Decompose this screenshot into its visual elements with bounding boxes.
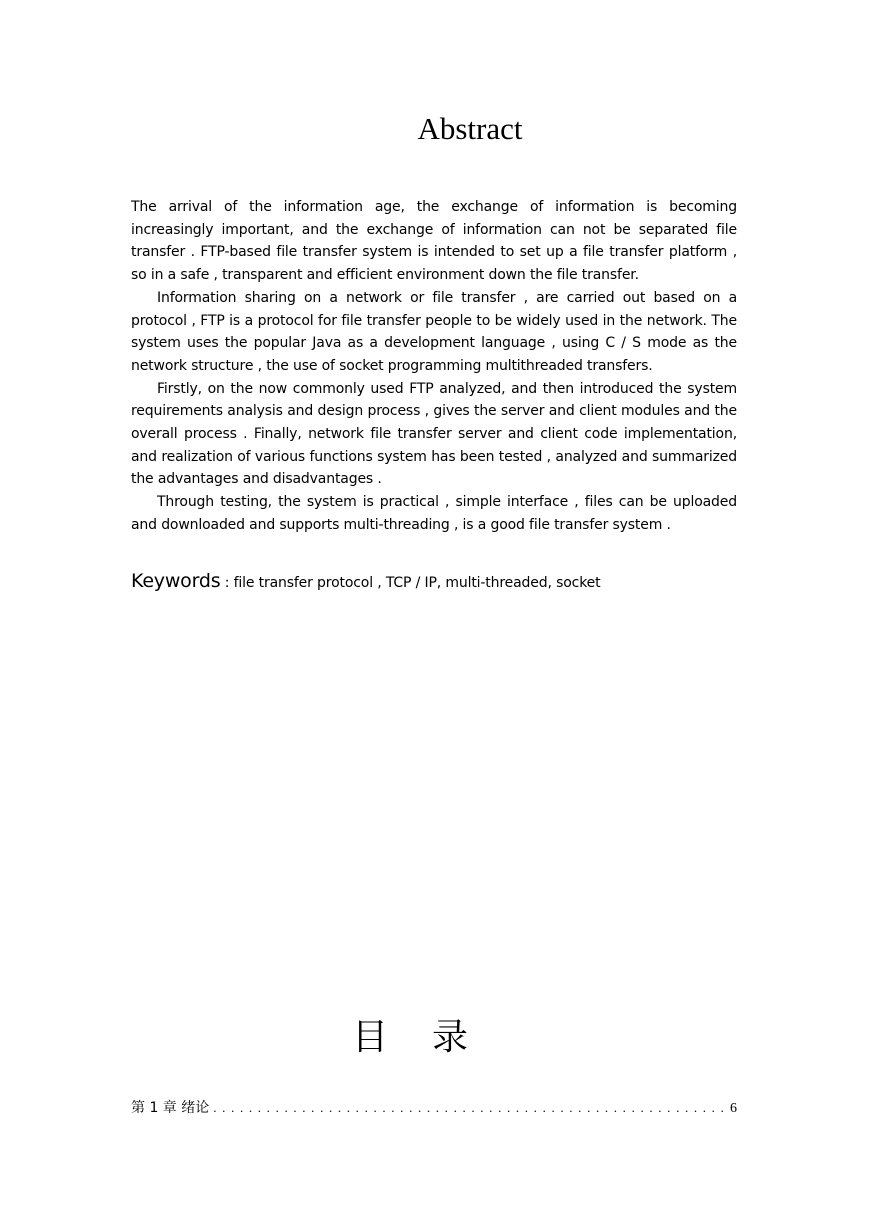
keywords-text: : file transfer protocol , TCP / IP, multi-threaded, socket [220, 575, 601, 591]
abstract-paragraph: Information sharing on a network or file transfer , are carried out based on a protocol , FTP is a protocol for file transfer people to be widely used in the network. The system uses the popular Java as a development language , using C / S mode as the network structure , the use of socket programming multithreaded transfers. [131, 289, 737, 374]
keywords-label: Keywords [131, 570, 221, 592]
abstract-body [131, 196, 737, 537]
toc-entry-label: 第 1 章 绪论 [131, 1100, 210, 1116]
toc-title: 目录 [352, 1017, 513, 1058]
keywords-line [131, 570, 737, 592]
toc-dot-leader [213, 1100, 724, 1116]
toc-entry-page: 6 [730, 1101, 737, 1116]
abstract-paragraph: Through testing, the system is practical , simple interface , files can be uploaded and downloaded and supports multi-threading , is a good file transfer system . [131, 494, 737, 533]
abstract-paragraph: Firstly, on the now commonly used FTP analyzed, and then introduced the system requirements analysis and design process , gives the server and client modules and the overall process . Finally, network file transfer server and client code implementation, and realization of various functions system has been tested , analyzed and summarized the advantages and disadvantages . [131, 380, 737, 488]
abstract-title: Abstract [417, 111, 523, 146]
toc-entry[interactable] [131, 1097, 737, 1119]
abstract-paragraph: The arrival of the information age, the exchange of information is becoming increasingly important, and the exchange of information can not be separated file transfer . FTP-based file transfer system is intended to set up a file transfer platform , so in a safe , transparent and efficient environment down the file transfer. [131, 199, 737, 284]
